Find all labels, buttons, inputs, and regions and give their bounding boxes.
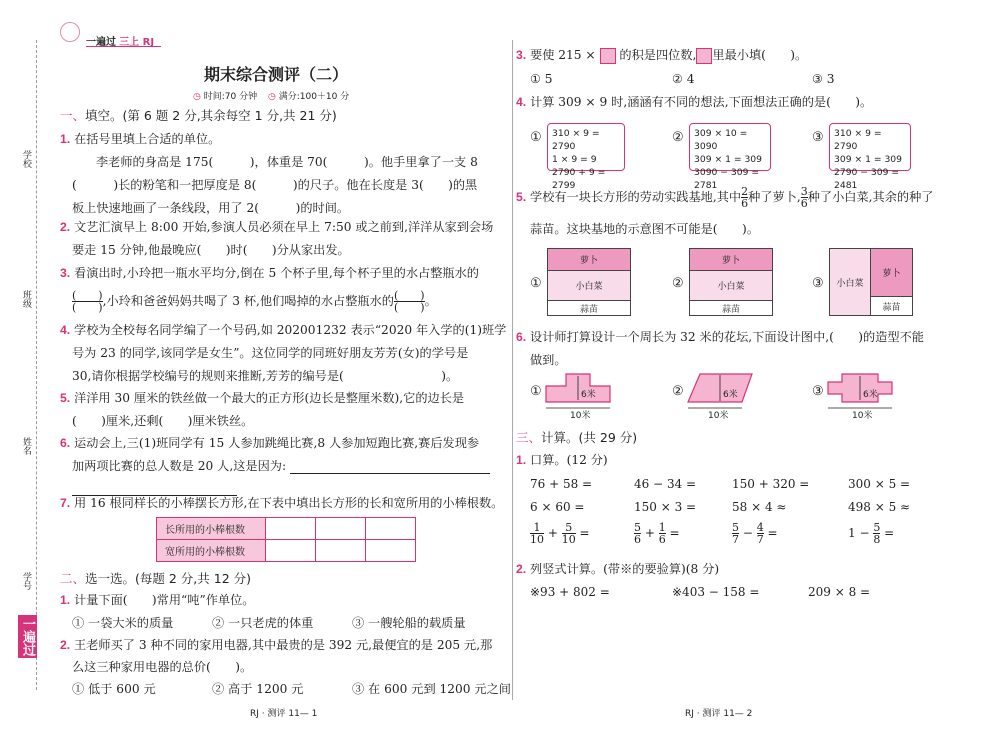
table-cell[interactable]: [266, 518, 316, 540]
numerator: 4: [756, 521, 764, 534]
calc-line: 310 × 9 = 2790: [552, 128, 600, 152]
fraction: [801, 186, 808, 209]
denominator: 6: [800, 197, 808, 210]
vertical-calc-item: ※403 − 158 =: [672, 585, 760, 599]
binding-line: [36, 40, 37, 690]
binding-stamp: 一遍过: [20, 617, 35, 656]
garlic-area: 蒜苗: [690, 301, 772, 315]
numerator: 1: [533, 521, 541, 534]
q-text: 里最小填( )。: [712, 48, 808, 62]
field-diagram-1: [547, 248, 631, 316]
q-text: 设计师打算设计一个周长为 32 米的花坛,下面设计图中,( )的造型不能: [530, 330, 924, 344]
fraction: [634, 522, 641, 545]
fraction: [873, 522, 880, 545]
fraction: [530, 522, 544, 545]
calc-line: 2790 + 9 = 2799: [552, 167, 606, 191]
height-label: 6米: [863, 390, 878, 400]
blank-box: [696, 48, 712, 64]
q-text: 的积是四位数,: [619, 48, 697, 62]
section-3-number: 三、: [516, 430, 542, 445]
q-number: 2.: [60, 638, 71, 652]
q1-2-line-b: 要走 15 分钟,他最晚应( )时( )分从家出发。: [72, 243, 350, 257]
section-3-title: 计算。(共 29 分): [541, 430, 638, 445]
q1-1: [60, 128, 220, 151]
section-1-number: 一、: [60, 108, 86, 123]
q2-4: [516, 91, 872, 114]
cabbage-area: 小白菜: [830, 249, 871, 315]
footer-right: RJ · 测评 11— 2: [685, 709, 753, 719]
table-row: [157, 540, 416, 562]
oral-fraction-item: $\frac{5}{7}$ − $\frac{4}{7}$ =: [732, 521, 778, 546]
oral-item: 150 × 3 =: [634, 500, 697, 514]
q2-4-label-1: ①: [530, 130, 542, 145]
q2-2-opt-3: ③ 在 600 元到 1200 元之间: [352, 682, 511, 696]
table-cell[interactable]: [316, 540, 366, 562]
q3-1: [516, 449, 608, 472]
page-divider: [512, 40, 513, 700]
q1-5: [60, 387, 464, 410]
carrot-area: 萝卜: [871, 249, 912, 297]
denominator: 6: [634, 533, 641, 546]
numerator: 5: [732, 521, 739, 534]
calc-box-1: [547, 123, 625, 191]
denominator: 7: [732, 533, 739, 546]
q-text: 王老师买了 3 种不同的家用电器,其中最贵的是 392 元,最便宜的是 205 元,那: [74, 638, 493, 652]
calc-line: 309 × 1 = 309: [694, 154, 762, 165]
numerator: 5: [873, 521, 881, 534]
q1-6-line-b: 加两项比赛的总人数是 20 人,这是因为:: [72, 459, 287, 473]
carrot-area: 萝卜: [690, 249, 772, 271]
q2-5-label-1: ①: [530, 276, 542, 291]
q2-2-opt-2: ② 高于 1200 元: [212, 682, 304, 696]
numerator: 5: [634, 521, 641, 534]
oral-item: 6 × 60 =: [530, 500, 585, 514]
q-text: 种了小白菜,其余的种了: [807, 190, 934, 204]
q1-2: [60, 216, 493, 239]
q2-2-line-b: 么这三种家用电器的总价( )。: [72, 660, 253, 674]
garlic-area: 蒜苗: [548, 301, 630, 315]
garlic-area: 蒜苗: [871, 297, 912, 315]
fraction: [659, 522, 666, 545]
calc-line: 309 × 1 = 309: [834, 154, 902, 165]
oral-fraction-item: $\frac{1}{10}$ + $\frac{5}{10}$ =: [530, 521, 590, 546]
field-diagram-3: [829, 248, 913, 316]
q-number: 4.: [516, 95, 527, 109]
calc-box-3: [829, 123, 911, 191]
cabbage-area: 小白菜: [548, 271, 630, 301]
q1-4: [60, 319, 506, 342]
table-cell[interactable]: [366, 540, 416, 562]
q1-1-line-c: ( )长的粉笔和一把厚度是 8( )的尺子。他在长度是 3( )的黑: [72, 178, 478, 192]
oral-item: 498 × 5 ≈: [848, 500, 911, 514]
binding-name: 姓名: [21, 437, 31, 455]
oral-item: 58 × 4 ≈: [732, 500, 787, 514]
q-text: 学校有一块长方形的劳动实践基地,其中: [530, 190, 742, 204]
calc-line: 1 × 9 = 9: [552, 154, 597, 165]
q-number: 5.: [516, 190, 527, 204]
oral-fraction-item: $\frac{5}{6}$ + $\frac{1}{6}$ =: [634, 521, 680, 546]
fraction: [732, 522, 739, 545]
q2-6-label-2: ②: [672, 384, 684, 399]
q-number: 1.: [60, 593, 71, 607]
q1-6: [60, 432, 479, 455]
numerator: 3: [800, 185, 808, 198]
section-2-title: 选一选。(每题 2 分,共 12 分): [85, 571, 251, 586]
binding-number: 学号: [21, 572, 31, 590]
denominator: 8: [873, 533, 881, 546]
q-text: ,小玲和爸爸妈妈共喝了 3 杯,他们喝掉的水占整瓶水的: [102, 294, 394, 308]
q2-5: [516, 186, 933, 209]
q2-5-label-2: ②: [672, 276, 684, 291]
numerator: 5: [565, 521, 573, 534]
section-2-number: 二、: [60, 571, 86, 586]
q2-6: [516, 326, 924, 349]
q-text: 列竖式计算。(带※的要验算)(8 分): [530, 562, 720, 576]
width-label: 10米: [570, 411, 591, 421]
height-label: 6米: [723, 390, 738, 400]
q-number: 3.: [516, 48, 527, 62]
q2-3-opt-1: ① 5: [530, 72, 553, 86]
q-number: 2.: [60, 220, 71, 234]
grade-label: 三上 RJ: [119, 37, 155, 48]
fraction: [562, 522, 576, 545]
q2-6-label-3: ③: [812, 384, 824, 399]
q2-6-label-1: ①: [530, 384, 542, 399]
q-text: 运动会上,三(1)班同学有 15 人参加跳绳比赛,8 人参加短跑比赛,赛后发现参: [74, 436, 480, 450]
vertical-calc-item: ※93 + 802 =: [530, 585, 610, 599]
carrot-area: 萝卜: [548, 249, 630, 271]
q2-5-label-3: ③: [812, 276, 824, 291]
answer-fraction-blank: $\frac{( )}{( )}$: [72, 289, 103, 314]
q-number: 3.: [60, 266, 71, 280]
clock-icon: ◷: [193, 92, 201, 102]
table-cell[interactable]: [266, 540, 316, 562]
q2-4-label-2: ②: [672, 130, 684, 145]
q2-2-opt-1: ① 低于 600 元: [72, 682, 156, 696]
q-text: 计算 309 × 9 时,涵涵有不同的想法,下面想法正确的是( )。: [530, 95, 873, 109]
width-label: 10米: [852, 411, 873, 421]
calc-line: 2790 − 309 = 2481: [834, 167, 900, 191]
calc-line: 3090 − 309 = 2781: [694, 167, 760, 191]
oral-item: 150 + 320 =: [732, 477, 810, 491]
q-text: 学校为全校每名同学编了一个号码,如 202001232 表示“2020 年入学的(1)班学: [74, 323, 507, 337]
answer-fraction-blank: $\frac{( )}{( )}$: [393, 289, 425, 314]
whole-part: 1 −: [848, 526, 870, 540]
q-number: 6.: [516, 330, 527, 344]
q-text: 文艺汇演早上 8:00 开始,参演人员必须在早上 7:50 或之前到,洋洋从家到会场: [74, 220, 494, 234]
operator: +: [644, 526, 655, 540]
q2-1-opt-3: ③ 一艘轮船的载质量: [352, 616, 466, 630]
q3-2: [516, 558, 719, 581]
cabbage-area: 小白菜: [690, 271, 772, 301]
vertical-calc-item: 209 × 8 =: [808, 585, 871, 599]
q1-5-line-b: ( )厘米,还剩( )厘米铁丝。: [72, 414, 254, 428]
q1-4-line-c: 30,请你根据学校编号的规则来推断,芳芳的编号是( )。: [72, 369, 459, 383]
q1-1-line-d: 板上快速地画了一条线段，用了 2( )的时间。: [72, 201, 350, 215]
q-number: 6.: [60, 436, 71, 450]
section-3-heading: [516, 426, 637, 449]
width-label: 10米: [708, 411, 729, 421]
numerator: 2: [741, 185, 749, 198]
q1-3-line-b: $\frac{( )}{( )}$ ,小玲和爸爸妈妈共喝了 3 杯,他们喝掉的水占整瓶水的 $\frac{( )}{( )}$ 。: [72, 289, 437, 314]
header-flower-icon: [60, 22, 80, 42]
brand-name: 一遍过: [86, 37, 116, 48]
blank-box: [600, 48, 616, 64]
q2-3-opt-2: ② 4: [672, 72, 695, 86]
denominator: 10: [530, 533, 544, 546]
section-1-heading: [60, 104, 337, 127]
q-text: 洋洋用 30 厘米的铁丝做一个最大的正方形(边长是整厘米数),它的边长是: [74, 391, 465, 405]
q1-1-line-b: 李老师的身高是 175( )，体重是 70( )。他手里拿了一支 8: [96, 155, 478, 169]
q1-3: [60, 262, 479, 285]
calc-line: 309 × 10 = 3090: [694, 128, 748, 152]
header-rule: [86, 46, 161, 47]
row-header: 长所用的小棒根数: [157, 518, 266, 540]
section-1-title: 填空。(第 6 题 2 分,其余每空 1 分,共 21 分): [85, 108, 337, 123]
q2-6-line-b: 做到。: [530, 353, 567, 367]
calc-box-2: [689, 123, 771, 191]
q2-1-opt-1: ① 一袋大米的质量: [72, 616, 174, 630]
q2-4-label-3: ③: [812, 130, 824, 145]
oral-fraction-item: 1 − $\frac{5}{8}$ =: [848, 521, 895, 546]
q-text: 用 16 根同样长的小棒摆长方形,在下表中填出长方形的长和宽所用的小棒根数。: [74, 496, 504, 510]
denominator: 10: [561, 533, 576, 546]
q-text: 看演出时,小玲把一瓶水平均分,倒在 5 个杯子里,每个杯子里的水占整瓶水的: [74, 266, 479, 280]
q-text: 种了萝卜,: [748, 190, 801, 204]
q2-1-opt-2: ② 一只老虎的体重: [212, 616, 314, 630]
denominator: 6: [658, 533, 666, 546]
section-2-heading: [60, 567, 251, 590]
row-header: 宽所用的小棒根数: [157, 540, 266, 562]
calc-line: 310 × 9 = 2790: [834, 128, 882, 152]
q1-7: [60, 492, 503, 515]
q-number: 4.: [60, 323, 71, 337]
q-number: 2.: [516, 562, 527, 576]
q2-3-opt-3: ③ 3: [812, 72, 835, 86]
oral-item: 300 × 5 =: [848, 477, 911, 491]
full-score: 满分:100＋10 分: [278, 92, 350, 102]
operator: −: [742, 526, 753, 540]
q2-1: [60, 589, 254, 612]
q-number: 1.: [60, 132, 71, 146]
numerator: 1: [658, 521, 666, 534]
q-text: 在括号里填上合适的单位。: [74, 132, 221, 146]
time-limit: 时间:70 分钟: [203, 92, 258, 102]
q-text: 计量下面( )常用“吨”作单位。: [74, 593, 255, 607]
exam-meta: [193, 89, 349, 102]
oral-item: 46 − 34 =: [634, 477, 697, 491]
operator: +: [547, 526, 558, 540]
q-number: 7.: [60, 496, 71, 510]
page-title: 期末综合测评（二）: [204, 65, 349, 84]
stick-table: [156, 517, 416, 562]
height-label: 6米: [581, 390, 596, 400]
q-text: 口算。(12 分): [530, 453, 608, 467]
binding-class: 班级: [21, 290, 31, 308]
q2-3: [516, 44, 807, 67]
table-row: [157, 518, 416, 540]
oral-item: 76 + 58 =: [530, 477, 593, 491]
footer-left: RJ · 测评 11— 1: [250, 709, 318, 719]
q-number: 1.: [516, 453, 527, 467]
score-icon: ◷: [267, 92, 276, 102]
denominator: 7: [756, 533, 764, 546]
binding-school: 学校: [21, 150, 31, 168]
field-diagram-2: [689, 248, 773, 316]
q-number: 5.: [60, 391, 71, 405]
denominator: 6: [741, 197, 749, 210]
table-cell[interactable]: [316, 518, 366, 540]
table-cell[interactable]: [366, 518, 416, 540]
q2-5-line-b: 蒜苗。这块基地的示意图不可能是( )。: [530, 222, 759, 236]
q-text: 要使 215 ×: [530, 48, 596, 62]
fraction: [757, 522, 764, 545]
answer-line: [290, 473, 490, 474]
q2-2: [60, 634, 492, 657]
q1-4-line-b: 号为 23 的同学,该同学是女生”。这位同学的同班好朋友芳芳(女)的学号是: [72, 346, 469, 360]
